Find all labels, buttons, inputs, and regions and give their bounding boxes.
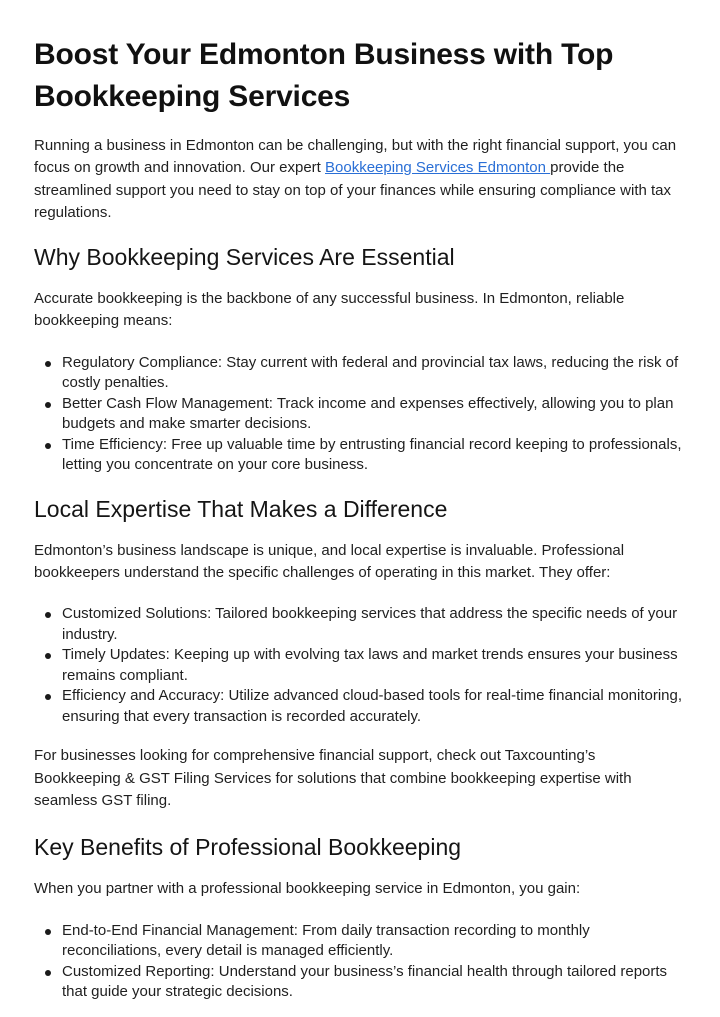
list-item: [62, 686, 686, 727]
list-item: [62, 604, 686, 645]
section-heading-local-expertise: Local Expertise That Makes a Difference: [34, 495, 448, 522]
section-lead-local-expertise: Edmonton’s business landscape is unique, and local expertise is invaluable. Professional bookkeepers understand the specific challenges of operating in this market. They offer:: [34, 541, 625, 582]
bullet-icon: [45, 361, 51, 367]
page-title: Boost Your Edmonton Business with Top Bookkeeping Services: [34, 38, 614, 113]
list-item: [62, 921, 686, 962]
bullet-list-local-expertise: [34, 604, 686, 727]
bullet-icon: [45, 970, 51, 976]
list-item-text: Timely Updates: Keeping up with evolving tax laws and market trends ensures your business remains compliant.: [62, 646, 678, 684]
list-item-text: Efficiency and Accuracy: Utilize advanced cloud-based tools for real-time financial monitoring, ensuring that every transaction is recorded accurately.: [62, 687, 683, 725]
list-item-text: End-to-End Financial Management: From daily transaction recording to monthly reconciliations, every detail is managed efficiently.: [62, 921, 590, 960]
bookkeeping-services-edmonton-link[interactable]: Bookkeeping Services Edmonton: [325, 159, 551, 177]
list-item-text: Customized Reporting: Understand your business’s financial health through tailored reports that guide your strategic decisions.: [62, 962, 668, 1001]
list-item-text: Regulatory Compliance: Stay current with federal and provincial tax laws, reducing the risk of costly penalties.: [62, 353, 679, 392]
bullet-icon: [45, 653, 51, 659]
list-item: [62, 962, 686, 1003]
bullet-icon: [45, 402, 51, 408]
section-heading-key-benefits: Key Benefits of Professional Bookkeeping: [34, 834, 462, 861]
intro-text-after-link: provide the streamlined support you need to stay on top of your finances while ensuring compliance with tax regulations.: [34, 159, 672, 221]
section-heading-why-essential: Why Bookkeeping Services Are Essential: [34, 244, 455, 271]
section-lead-key-benefits: When you partner with a professional bookkeeping service in Edmonton, you gain:: [34, 880, 581, 898]
bullet-list-why-essential: [34, 353, 686, 476]
bullet-icon: [45, 443, 51, 449]
list-item: [62, 353, 686, 394]
list-item: [62, 435, 686, 476]
list-item-text: Time Efficiency: Free up valuable time by entrusting financial record keeping to professionals, letting you concentrate on your core business.: [62, 435, 682, 474]
list-item-text: Customized Solutions: Tailored bookkeeping services that address the specific needs of your industry.: [62, 605, 678, 643]
list-item-text: Better Cash Flow Management: Track income and expenses effectively, allowing you to plan budgets and make smarter decisions.: [62, 394, 674, 433]
bullet-icon: [45, 612, 51, 618]
section-closing-local-expertise: For businesses looking for comprehensive financial support, check out Taxcounting’s Bookkeeping & GST Filing Services for solutions that combine bookkeeping expertise with seamless GST filing.: [34, 747, 632, 809]
intro-paragraph: [34, 135, 686, 224]
list-item: [62, 645, 686, 686]
bullet-icon: [45, 694, 51, 700]
bullet-icon: [45, 929, 51, 935]
section-lead-why-essential: Accurate bookkeeping is the backbone of any successful business. In Edmonton, reliable bookkeeping means:: [34, 290, 625, 330]
bullet-list-key-benefits: [34, 921, 686, 1003]
list-item: [62, 394, 686, 435]
intro-text-before-link: Running a business in Edmonton can be challenging, but with the right financial support, you can focus on growth and innovation. Our expert: [34, 137, 677, 177]
